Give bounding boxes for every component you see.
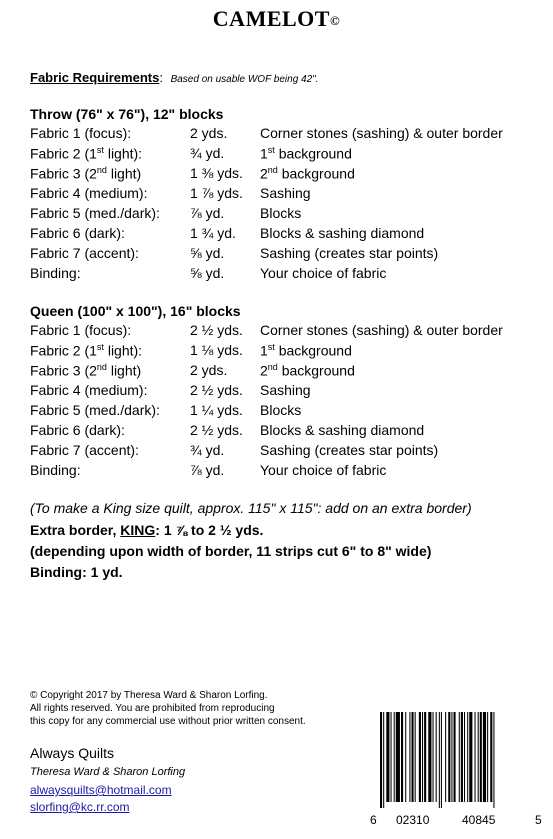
owners-name: Theresa Ward & Sharon Lorfing [30, 766, 186, 778]
fabric-use: Sashing (creates star points) [260, 245, 439, 261]
barcode-bar [483, 712, 486, 802]
email-link-slorfing[interactable]: slorfing@kc.rr.com [30, 800, 130, 814]
barcode-bar [422, 712, 423, 802]
fabric-name: Fabric 1 (focus): [30, 125, 132, 141]
fabric-use: Sashing [260, 382, 311, 398]
king-binding: Binding: 1 yd. [30, 564, 123, 580]
copyright-line: this copy for any commercial use without prior written consent. [30, 716, 306, 727]
barcode-bar [412, 712, 414, 802]
fabric-use: 1st background [260, 342, 352, 359]
fabric-name: Fabric 6 (dark): [30, 422, 125, 438]
barcode-digits-left: 02310 [396, 813, 430, 827]
fabric-name: Fabric 5 (med./dark): [30, 402, 160, 418]
extra-border-amount: : 1 ⅞ to 2 ½ yds. [155, 522, 264, 538]
barcode-bar [459, 712, 460, 802]
fabric-use: Your choice of fabric [260, 462, 387, 478]
fabric-amount: ¾ yd. [190, 145, 225, 161]
fabric-name: Binding: [30, 462, 81, 478]
fabric-name: Fabric 6 (dark): [30, 225, 125, 241]
fabric-amount: 1 ⅛ yds. [190, 342, 243, 358]
fabric-amount: ⅞ yd. [190, 205, 225, 221]
fabric-name: Fabric 2 (1st light): [30, 342, 143, 359]
copyright-notice [30, 689, 306, 728]
barcode-bar [409, 712, 410, 802]
fabric-name: Fabric 7 (accent): [30, 442, 139, 458]
barcode-bar [424, 712, 426, 802]
fabric-name: Fabric 4 (medium): [30, 382, 148, 398]
extra-border-strips: (depending upon width of border, 11 strips cut 6" to 8" wide) [30, 543, 432, 559]
barcode-bar [464, 712, 465, 802]
fabric-amount: 2 ½ yds. [190, 382, 243, 398]
fabric-use: Blocks & sashing diamond [260, 225, 425, 241]
fabric-amount: ⅝ yd. [190, 265, 225, 281]
barcode-bar [445, 712, 446, 802]
barcode-bar [461, 712, 463, 802]
fabric-name: Fabric 5 (med./dark): [30, 205, 160, 221]
fabric-use: Sashing (creates star points) [260, 442, 439, 458]
barcode-bar [480, 712, 482, 802]
fabric-use: Your choice of fabric [260, 265, 387, 281]
barcode-bar [419, 712, 421, 802]
fabric-amount: ⅞ yd. [190, 462, 225, 478]
barcode-bar [478, 712, 479, 802]
fabric-name: Fabric 7 (accent): [30, 245, 139, 261]
throw-heading: Throw (76" x 76"), 12" blocks [30, 106, 224, 122]
barcode-bar [448, 712, 450, 802]
queen-heading: Queen (100" x 100"), 16" blocks [30, 303, 241, 319]
fabric-requirements-note: Based on usable WOF being 42". [170, 74, 319, 85]
copyright-line: All rights reserved. You are prohibited from reproducing [30, 703, 275, 714]
barcode-bar [396, 712, 400, 802]
fabric-amount: 1 ¾ yd. [190, 225, 236, 241]
barcode-bar [451, 712, 452, 802]
barcode-bar [383, 712, 384, 808]
barcode-digit-first: 6 [370, 813, 377, 827]
barcode-bar [493, 712, 494, 808]
barcode-bar [415, 712, 416, 802]
fabric-amount: 2 ½ yds. [190, 422, 243, 438]
barcode-bar [433, 712, 434, 802]
company-name: Always Quilts [30, 745, 115, 761]
extra-border-line [30, 522, 263, 538]
fabric-requirements [30, 70, 318, 85]
barcode-bar [475, 712, 476, 802]
extra-border-king: KING [120, 522, 156, 538]
barcode-bar [469, 712, 472, 802]
fabric-amount: 2 yds. [190, 362, 228, 378]
fabric-use: Blocks & sashing diamond [260, 422, 425, 438]
barcode-bar [405, 712, 406, 802]
fabric-name: Fabric 1 (focus): [30, 322, 132, 338]
fabric-amount: 1 ⅞ yds. [190, 185, 243, 201]
fabric-amount: 1 ⅜ yds. [190, 165, 243, 181]
fabric-amount: 2 ½ yds. [190, 322, 243, 338]
barcode-bar [394, 712, 395, 802]
fabric-amount: ¾ yd. [190, 442, 225, 458]
fabric-name: Binding: [30, 265, 81, 281]
extra-border-prefix: Extra border, [30, 522, 121, 538]
fabric-use: 2nd background [260, 165, 355, 182]
copyright-mark: © [329, 13, 341, 28]
title-text: CAMELOT [212, 6, 330, 31]
fabric-use: Sashing [260, 185, 311, 201]
email-link-alwaysquilts[interactable]: alwaysquilts@hotmail.com [30, 783, 172, 797]
fabric-amount: ⅝ yd. [190, 245, 225, 261]
fabric-requirements-label: Fabric Requirements [30, 70, 160, 85]
fabric-use: Corner stones (sashing) & outer border [260, 125, 503, 141]
fabric-requirements-colon: : [159, 70, 163, 85]
barcode-bar [467, 712, 468, 802]
barcode-digit-last: 5 [535, 813, 542, 827]
barcode-image [378, 712, 533, 808]
fabric-name: Fabric 3 (2nd light) [30, 165, 142, 182]
fabric-use: Corner stones (sashing) & outer border [260, 322, 503, 338]
barcode-bar [454, 712, 456, 802]
page-title [0, 6, 553, 32]
barcode-bar [441, 712, 442, 808]
copyright-line: © Copyright 2017 by Theresa Ward & Sharon Lorfing. [30, 690, 268, 701]
fabric-name: Fabric 2 (1st light): [30, 145, 143, 162]
barcode-bar [490, 712, 492, 802]
king-note: (To make a King size quilt, approx. 115" x 115": add on an extra border) [30, 500, 472, 516]
fabric-name: Fabric 4 (medium): [30, 185, 148, 201]
barcode-digits-right: 40845 [462, 813, 496, 827]
fabric-use: Blocks [260, 402, 302, 418]
fabric-use: Blocks [260, 205, 302, 221]
barcode-bar [391, 712, 392, 802]
fabric-use: 1st background [260, 145, 352, 162]
barcode-bar [401, 712, 403, 802]
barcode-bar [428, 712, 431, 802]
barcode-bar [386, 712, 389, 802]
fabric-amount: 2 yds. [190, 125, 228, 141]
barcode-bar [439, 712, 440, 808]
fabric-use: 2nd background [260, 362, 355, 379]
barcode-bar [436, 712, 437, 802]
barcode-bar [380, 712, 382, 808]
fabric-name: Fabric 3 (2nd light) [30, 362, 142, 379]
barcode-bar [487, 712, 488, 802]
fabric-amount: 1 ¼ yds. [190, 402, 243, 418]
